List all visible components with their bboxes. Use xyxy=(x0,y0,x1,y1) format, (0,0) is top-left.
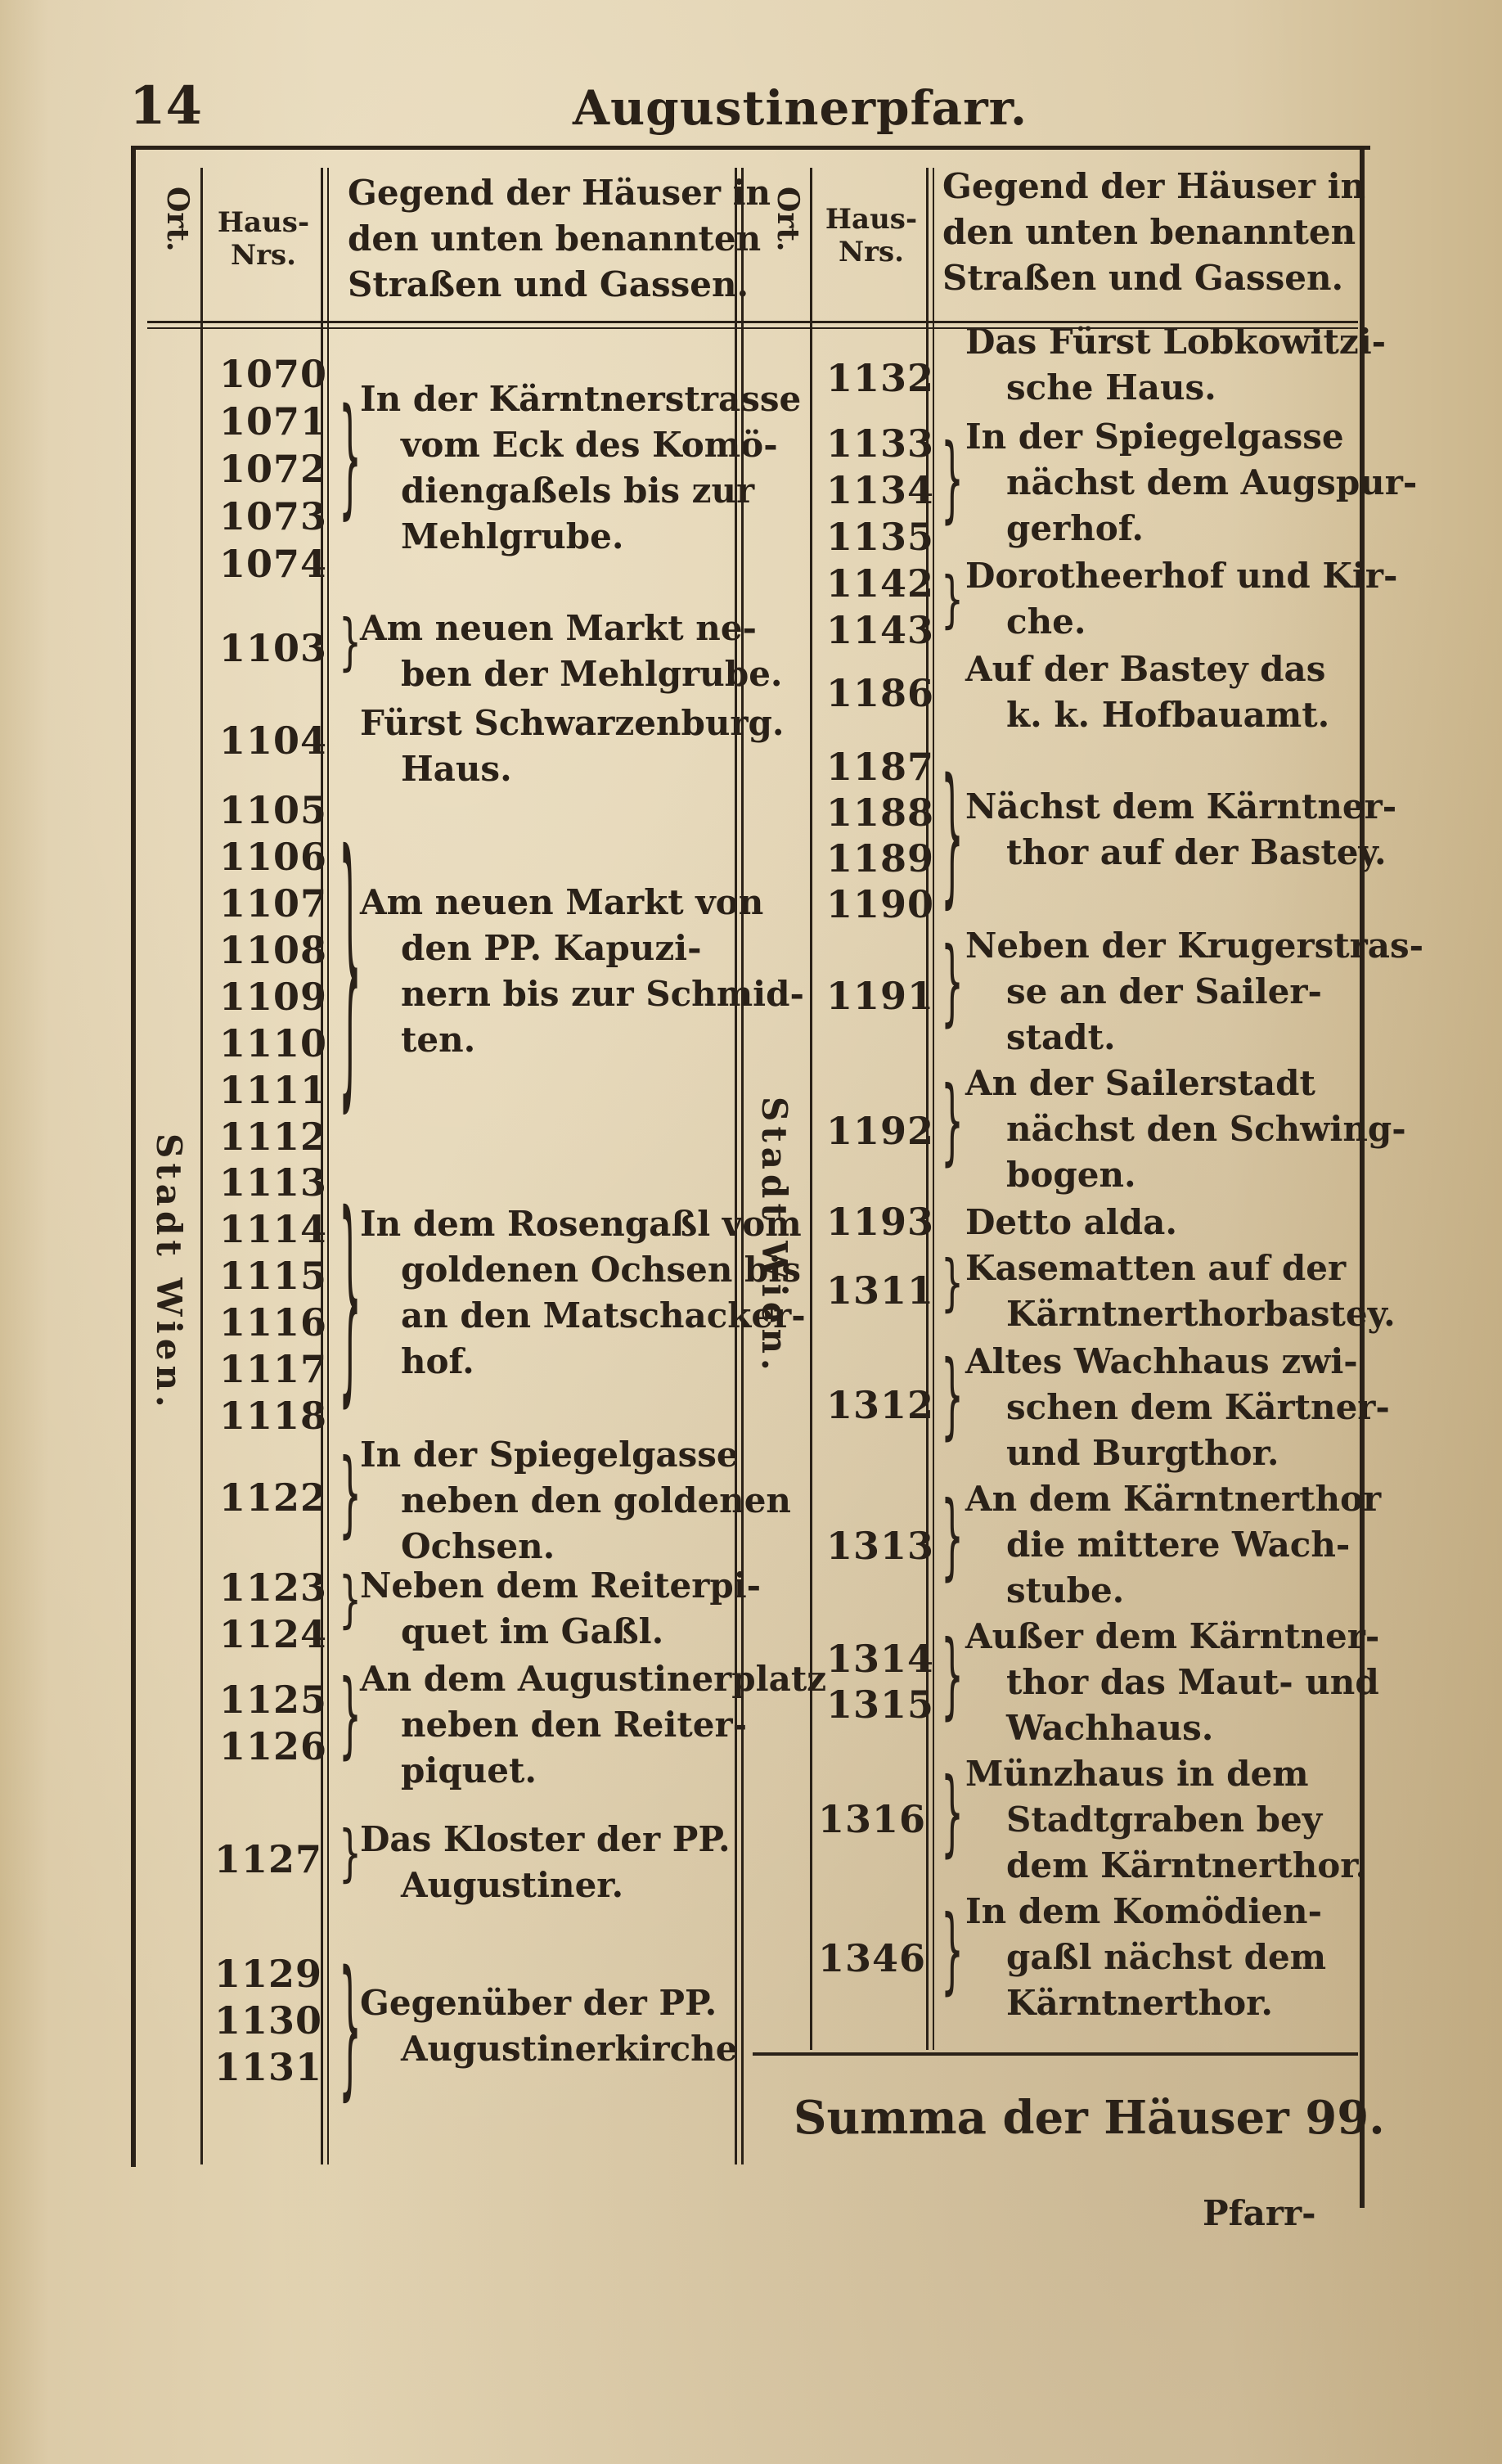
house-number: 1104 xyxy=(219,718,328,763)
brace-icon: } xyxy=(941,565,964,636)
desc-line: Fürst Schwarzenburg. xyxy=(360,703,785,743)
location-description xyxy=(360,1201,806,1385)
house-number: 1073 xyxy=(219,494,328,538)
house-number: 1110 xyxy=(219,1021,328,1065)
house-number: 1115 xyxy=(219,1254,328,1298)
desc-line: Gegenüber der PP. xyxy=(360,1983,717,2023)
house-number: 1113 xyxy=(219,1160,328,1205)
desc-line: Stadtgraben bey xyxy=(1006,1800,1323,1840)
house-number: 1126 xyxy=(219,1724,328,1768)
desc-line: vom Eck des Komö- xyxy=(401,425,778,465)
house-number: 1143 xyxy=(826,608,935,652)
location-description xyxy=(360,1432,791,1570)
house-number: 1108 xyxy=(219,928,328,972)
house-number: 1112 xyxy=(219,1115,328,1159)
house-number: 1117 xyxy=(219,1347,328,1391)
brace-icon: } xyxy=(339,607,362,678)
house-number: 1312 xyxy=(826,1383,935,1427)
right-table-bottom-rule xyxy=(753,2052,1358,2056)
location-description xyxy=(965,319,1386,411)
desc-line: In dem Komödien- xyxy=(965,1891,1323,1931)
location-description xyxy=(360,1980,737,2072)
house-number: 1313 xyxy=(826,1524,935,1568)
house-number: 1135 xyxy=(826,515,935,559)
desc-line: Mehlgrube. xyxy=(401,516,624,556)
house-number: 1118 xyxy=(219,1394,328,1438)
desc-line: nächst den Schwing- xyxy=(1006,1109,1406,1149)
desc-line: piquet. xyxy=(401,1750,537,1791)
desc-line: Kärntnerthorbastey. xyxy=(1006,1294,1396,1334)
brace-icon: } xyxy=(339,1170,362,1430)
right-gegend-header-line: Straßen und Gassen. xyxy=(942,258,1344,298)
house-number: 1346 xyxy=(818,1936,927,1980)
brace-icon: } xyxy=(941,1897,964,2006)
house-number: 1316 xyxy=(818,1797,927,1841)
desc-line: Augustiner. xyxy=(401,1865,624,1905)
desc-line: schen dem Kärtner- xyxy=(1006,1387,1390,1427)
house-number: 1111 xyxy=(219,1068,328,1112)
house-number: 1114 xyxy=(219,1207,328,1251)
desc-line: stube. xyxy=(1006,1570,1125,1610)
desc-line: che. xyxy=(1006,601,1086,642)
desc-line: Neben dem Reiterpi- xyxy=(360,1565,762,1606)
brace-icon: } xyxy=(339,1818,362,1890)
location-description xyxy=(360,880,804,1063)
desc-line: Dorotheerhof und Kir- xyxy=(965,556,1398,596)
desc-line: In der Kärntnerstrasse xyxy=(360,379,802,419)
desc-line: Kärntnerthor. xyxy=(1006,1983,1274,2023)
right-city-label: Stadt Wien. xyxy=(754,1097,794,1376)
house-number: 1193 xyxy=(826,1200,935,1244)
desc-line: Außer dem Kärntner- xyxy=(965,1616,1380,1656)
desc-line: gaßl nächst dem xyxy=(1006,1937,1327,1977)
desc-line: gerhof. xyxy=(1006,508,1144,548)
desc-line: Wachhaus. xyxy=(1006,1708,1214,1748)
frame-left-rule xyxy=(131,146,136,2167)
desc-line: Neben der Krugerstras- xyxy=(965,926,1424,966)
house-number: 1123 xyxy=(219,1565,328,1610)
location-description xyxy=(965,1614,1379,1751)
house-number: 1072 xyxy=(219,447,328,491)
house-number: 1190 xyxy=(826,882,935,926)
right-gegend-header-line: Gegend der Häuser in xyxy=(942,166,1366,206)
left-city-label: Stadt Wien. xyxy=(149,1133,189,1412)
location-description xyxy=(965,784,1396,876)
house-number: 1070 xyxy=(219,352,328,396)
desc-line: ben der Mehlgrube. xyxy=(401,654,783,694)
left-haus-nr-header: Haus-Nrs. xyxy=(217,206,310,272)
location-description xyxy=(965,1751,1367,1889)
house-number: 1107 xyxy=(219,881,328,926)
house-number: 1103 xyxy=(219,626,328,670)
house-number: 1125 xyxy=(219,1678,328,1722)
house-number: 1186 xyxy=(826,671,935,715)
desc-line: An dem Augustinerplatz xyxy=(360,1659,827,1699)
desc-line: k. k. Hofbauamt. xyxy=(1006,695,1330,735)
right-gegend-header xyxy=(942,164,1365,301)
house-number: 1314 xyxy=(826,1637,935,1681)
house-number: 1122 xyxy=(219,1475,328,1520)
house-number: 1109 xyxy=(219,975,328,1019)
location-description xyxy=(360,376,801,560)
right-gegend-header-line: den unten benannten xyxy=(942,212,1356,252)
desc-line: se an der Sailer- xyxy=(1006,971,1322,1011)
house-number: 1131 xyxy=(214,2045,323,2089)
desc-line: Am neuen Markt ne- xyxy=(360,608,757,648)
desc-line: An dem Kärntnerthor xyxy=(965,1479,1382,1519)
desc-line: Altes Wachhaus zwi- xyxy=(965,1341,1358,1381)
house-number: 1124 xyxy=(219,1612,328,1656)
desc-line: Kasematten auf der xyxy=(965,1248,1347,1288)
brace-icon: } xyxy=(941,1248,964,1319)
desc-line: und Burgthor. xyxy=(1006,1433,1279,1473)
desc-line: Auf der Bastey das xyxy=(965,649,1326,689)
desc-line: ten. xyxy=(401,1020,476,1060)
desc-line: Haus. xyxy=(401,749,512,789)
brace-icon: } xyxy=(339,1661,362,1770)
desc-line: Das Fürst Lobkowitzi- xyxy=(965,322,1387,362)
house-number: 1071 xyxy=(219,399,328,444)
house-number: 1311 xyxy=(826,1268,935,1313)
desc-line: An der Sailerstadt xyxy=(965,1063,1315,1103)
location-description xyxy=(360,1817,731,1908)
brace-icon: } xyxy=(941,1342,964,1451)
house-number: 1133 xyxy=(826,421,935,466)
brace-icon: } xyxy=(339,1565,362,1636)
house-number: 1192 xyxy=(826,1109,935,1153)
right-ort-header: Ort. xyxy=(771,187,805,252)
left-gegend-header-line: Gegend der Häuser in xyxy=(348,173,771,213)
location-description xyxy=(965,1476,1381,1614)
desc-line: die mittere Wach- xyxy=(1006,1525,1351,1565)
left-ort-header: Ort. xyxy=(160,187,195,252)
left-gegend-header-line: Straßen und Gassen. xyxy=(348,264,749,304)
house-number: 1142 xyxy=(826,561,935,606)
desc-line: dem Kärntnerthor. xyxy=(1006,1845,1368,1885)
brace-icon: } xyxy=(941,749,964,925)
desc-line: neben den goldenen xyxy=(401,1480,791,1520)
left-gegend-header-line: den unten benannten xyxy=(348,218,762,259)
desc-line: thor das Maut- und xyxy=(1006,1662,1379,1702)
house-number: 1188 xyxy=(826,791,935,835)
brace-icon: } xyxy=(941,929,964,1038)
desc-line: Augustinerkirche xyxy=(401,2029,738,2069)
location-description xyxy=(965,553,1397,645)
location-description xyxy=(965,1061,1406,1198)
total-houses: Summa der Häuser 99. xyxy=(794,2091,1385,2145)
brace-icon: } xyxy=(339,798,362,1141)
desc-line: In dem Rosengaßl vom xyxy=(360,1204,802,1244)
brace-icon: } xyxy=(941,1759,964,1868)
brace-icon: } xyxy=(941,1622,964,1731)
location-description xyxy=(965,923,1423,1061)
house-number: 1132 xyxy=(826,356,935,400)
house-number: 1129 xyxy=(214,1952,323,1996)
location-description xyxy=(965,1246,1396,1337)
brace-icon: } xyxy=(941,1068,964,1177)
desc-line: Münzhaus in dem xyxy=(965,1754,1309,1794)
location-description xyxy=(965,646,1329,738)
house-number: 1187 xyxy=(826,745,935,789)
location-description xyxy=(965,414,1417,552)
location-description xyxy=(360,606,783,697)
brace-icon: } xyxy=(941,426,964,534)
brace-icon: } xyxy=(339,1941,362,2117)
house-number: 1116 xyxy=(219,1300,328,1345)
location-description xyxy=(965,1889,1326,2026)
desc-line: goldenen Ochsen bis xyxy=(401,1250,802,1290)
house-number: 1105 xyxy=(219,788,328,832)
page-title: Augustinerpfarr. xyxy=(573,80,1028,136)
right-haus-nr-header: Haus-Nrs. xyxy=(825,203,918,268)
desc-line: neben den Reiter- xyxy=(401,1705,748,1745)
house-number: 1130 xyxy=(214,1998,323,2043)
brace-icon: } xyxy=(339,383,362,534)
left-gegend-header xyxy=(348,170,771,308)
page-number: 14 xyxy=(129,75,203,137)
desc-line: an den Matschacker- xyxy=(401,1295,806,1336)
location-description xyxy=(360,1656,826,1794)
desc-line: bogen. xyxy=(1006,1155,1136,1195)
house-number: 1127 xyxy=(214,1837,323,1881)
desc-line: hof. xyxy=(401,1341,474,1381)
desc-line: Nächst dem Kärntner- xyxy=(965,786,1397,827)
desc-line: sche Haus. xyxy=(1006,367,1216,408)
frame-top-rule xyxy=(131,146,1370,150)
desc-line: In der Spiegelgasse xyxy=(965,417,1344,457)
desc-line: den PP. Kapuzi- xyxy=(401,928,702,968)
brace-icon: } xyxy=(339,1440,362,1549)
house-number: 1189 xyxy=(826,836,935,881)
desc-line: nern bis zur Schmid- xyxy=(401,974,804,1014)
house-number: 1315 xyxy=(826,1682,935,1727)
brace-icon: } xyxy=(941,1483,964,1592)
house-number: 1106 xyxy=(219,835,328,879)
location-description xyxy=(360,700,784,792)
catchword: Pfarr- xyxy=(1203,2193,1316,2233)
desc-line: Am neuen Markt von xyxy=(360,882,764,922)
house-number: 1134 xyxy=(826,468,935,512)
desc-line: thor auf der Bastey. xyxy=(1006,832,1387,872)
desc-line: In der Spiegelgasse xyxy=(360,1435,739,1475)
desc-line: Ochsen. xyxy=(401,1526,555,1566)
desc-line: stadt. xyxy=(1006,1017,1116,1057)
location-description xyxy=(360,1563,761,1655)
location-description xyxy=(965,1339,1390,1476)
desc-line: Detto alda. xyxy=(965,1202,1177,1242)
left-ort-divider xyxy=(200,168,203,2164)
house-number: 1074 xyxy=(219,542,328,586)
location-description xyxy=(965,1200,1177,1246)
left-num-divider-2 xyxy=(327,168,329,2164)
desc-line: quet im Gaßl. xyxy=(401,1611,664,1651)
desc-line: nächst dem Augspur- xyxy=(1006,462,1418,502)
house-number: 1191 xyxy=(826,974,935,1018)
desc-line: Das Kloster der PP. xyxy=(360,1819,731,1859)
desc-line: diengaßels bis zur xyxy=(401,471,755,511)
